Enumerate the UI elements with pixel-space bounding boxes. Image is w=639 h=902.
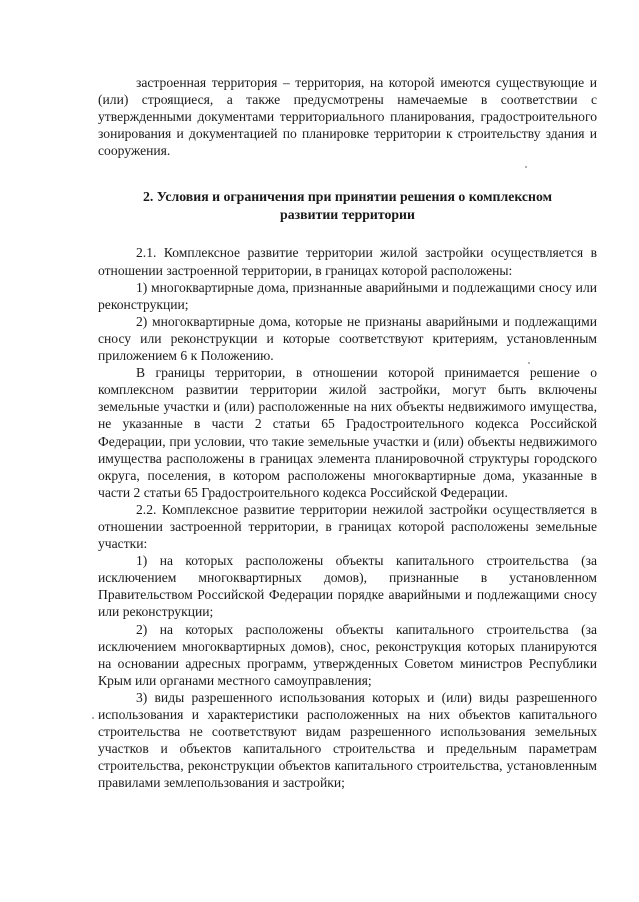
paragraph-boundaries: В границы территории, в отношении которой принимается решение о комплексном развитии территории жилой застройки, могут быть включены земельные участки и (или) расположенные на них объекты недвижимого имущества, не указанные в части 2 статьи 65 Градостроительного кодекса Российской Федерации, при условии, что такие земельные участки и (или) объекты недвижимого имущества расположены в границах элемента планировочной структуры городского округа, поселения, в котором расположены многоквартирные дома, указанные в части 2 статьи 65 Градостроительного кодекса Российской Федерации. bbox=[98, 365, 597, 500]
list-item-2: 2) многоквартирные дома, которые не признаны аварийными и подлежащими сносу или реконструкции и которые соответствуют критериям, установленным приложением 6 к Положению. bbox=[98, 313, 597, 364]
scan-speck bbox=[528, 362, 530, 364]
paragraph-2-1: 2.1. Комплексное развитие территории жилой застройки осуществляется в отношении застроенной территории, в границах которой расположены: bbox=[98, 245, 597, 278]
section-heading: 2. Условия и ограничения при принятии решения о комплексном развитии территории bbox=[142, 189, 553, 222]
list-item-2b: 2) на которых расположены объекты капитального строительства (за исключением многоквартирных домов), снос, реконструкция которых планируются на основании адресных программ, утвержденных Советом министров Республики Крым или органами местного самоуправления; bbox=[98, 621, 597, 688]
document-page bbox=[98, 74, 597, 791]
list-item-1b: 1) на которых расположены объекты капитального строительства (за исключением многоквартирных домов), признанные в установленном Правительством Российской Федерации порядке аварийными и подлежащими сносу или реконструкции; bbox=[98, 553, 597, 620]
paragraph-2-2: 2.2. Комплексное развитие территории нежилой застройки осуществляется в отношении застроенной территории, в границах которой расположены земельные участки: bbox=[98, 501, 597, 552]
list-item-3b: 3) виды разрешенного использования которых и (или) виды разрешенного использования и характеристики расположенных на них объектов капитального строительства не соответствуют видам разрешенного использования земельных участков и объектов капитального строительства и предельным параметрам строительства, реконструкции объектов капитального строительства, установленным правилами землепользования и застройки; bbox=[98, 689, 597, 791]
list-item-1: 1) многоквартирные дома, признанные аварийными и подлежащими сносу или реконструкции; bbox=[98, 279, 597, 312]
scan-speck bbox=[92, 717, 94, 719]
intro-paragraph: застроенная территория – территория, на которой имеются существующие и (или) строящиеся, а также предусмотрены намечаемые в соответствии с утвержденными документами территориального планирования, градостроительного зонирования и документацией по планировке территории к строительству здания и сооружения. bbox=[98, 75, 597, 159]
scan-speck bbox=[525, 166, 527, 168]
